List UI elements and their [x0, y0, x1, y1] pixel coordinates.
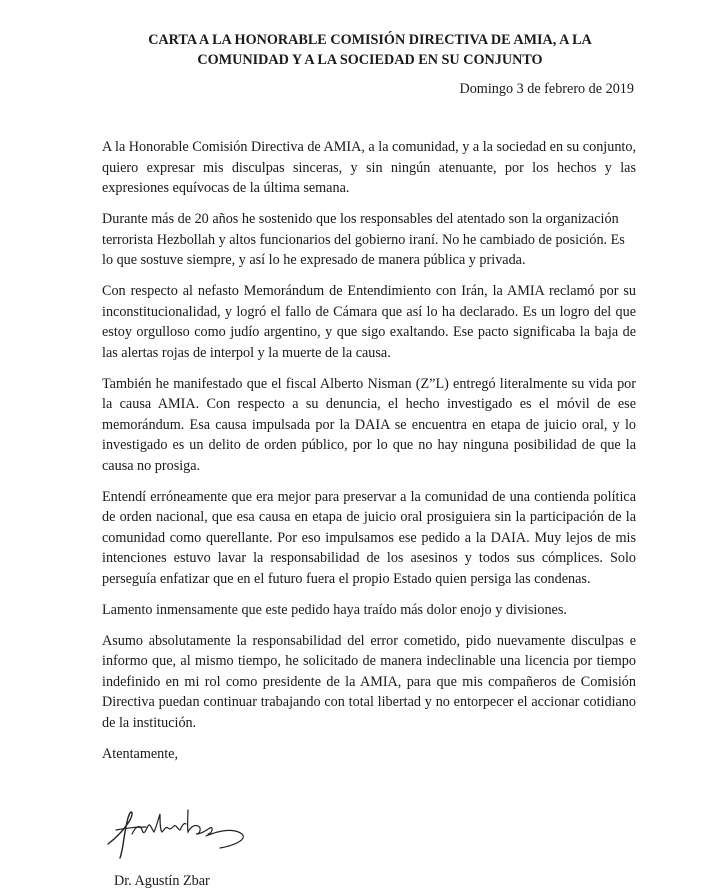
signer-name: Dr. Agustín Zbar	[114, 873, 210, 889]
letter-title	[120, 30, 620, 70]
handwritten-signature	[102, 800, 252, 862]
paragraph-regret: Lamento inmensamente que este pedido haya traído más dolor enojo y divisiones.	[102, 601, 567, 618]
letter-body	[102, 137, 636, 775]
closing-salutation: Atentamente,	[102, 745, 179, 762]
paragraph-leave: Asumo absolutamente la responsabilidad del error cometido, pido nuevamente disculpas e informo que, al mismo tiempo, he solicitado de manera indeclinable una licencia por tiempo indefinido en mi rol como presidente de la AMIA, para que mis compañeros de Comisión Directiva puedan continuar trabajando con total libertad y no entorpecer el accionar cotidiano de la institución.	[102, 632, 636, 731]
paragraph-position: Durante más de 20 años he sostenido que los responsables del atentado son la organización terrorista Hezbollah y altos funcionarios del gobierno iraní. No he cambiado de posición. Es lo que sostuve siempre, y así lo he expresado de manera pública y privada.	[102, 211, 625, 268]
paragraph-memorandum: Con respecto al nefasto Memorándum de Entendimiento con Irán, la AMIA reclamó por su inconstitucionalidad, y logró el fallo de Cámara que así lo ha declarado. Es un logro del que estoy orgulloso como judío argentino, y que sigo exaltando. Ese pacto significaba la baja de las alertas rojas de interpol y la muerte de la causa.	[102, 283, 636, 361]
letter-date: Domingo 3 de febrero de 2019	[459, 81, 634, 97]
title-line-2: COMUNIDAD Y A LA SOCIEDAD EN SU CONJUNTO	[197, 52, 543, 68]
paragraph-nisman: También he manifestado que el fiscal Alberto Nisman (Z”L) entregó literalmente su vida por la causa AMIA. Con respecto a su denuncia, el hecho investigado es el móvil de ese memorándum. Esa causa impulsada por la DAIA se encuentra en etapa de juicio oral, y lo investigado es un delito de orden público, por lo que no hay ninguna posibilidad de que la causa no prosiga.	[102, 375, 636, 474]
paragraph-daia: Entendí erróneamente que era mejor para preservar a la comunidad de una contienda política de orden nacional, que esa causa en etapa de juicio oral prosiguiera sin la participación de la comunidad como querellante. Por eso impulsamos ese pedido a la DAIA. Muy lejos de mis intenciones estuvo lavar la responsabilidad de los asesinos y todos sus cómplices. Solo perseguía enfatizar que en el futuro fuera el propio Estado quien persiga las condenas.	[102, 488, 636, 587]
title-line-1: CARTA A LA HONORABLE COMISIÓN DIRECTIVA DE AMIA, A LA	[148, 32, 592, 48]
paragraph-apology: A la Honorable Comisión Directiva de AMIA, a la comunidad, y a la sociedad en su conjunto, quiero expresar mis disculpas sinceras, y sin ningún atenuante, por los hechos y las expresiones equívocas de la última semana.	[102, 139, 636, 196]
